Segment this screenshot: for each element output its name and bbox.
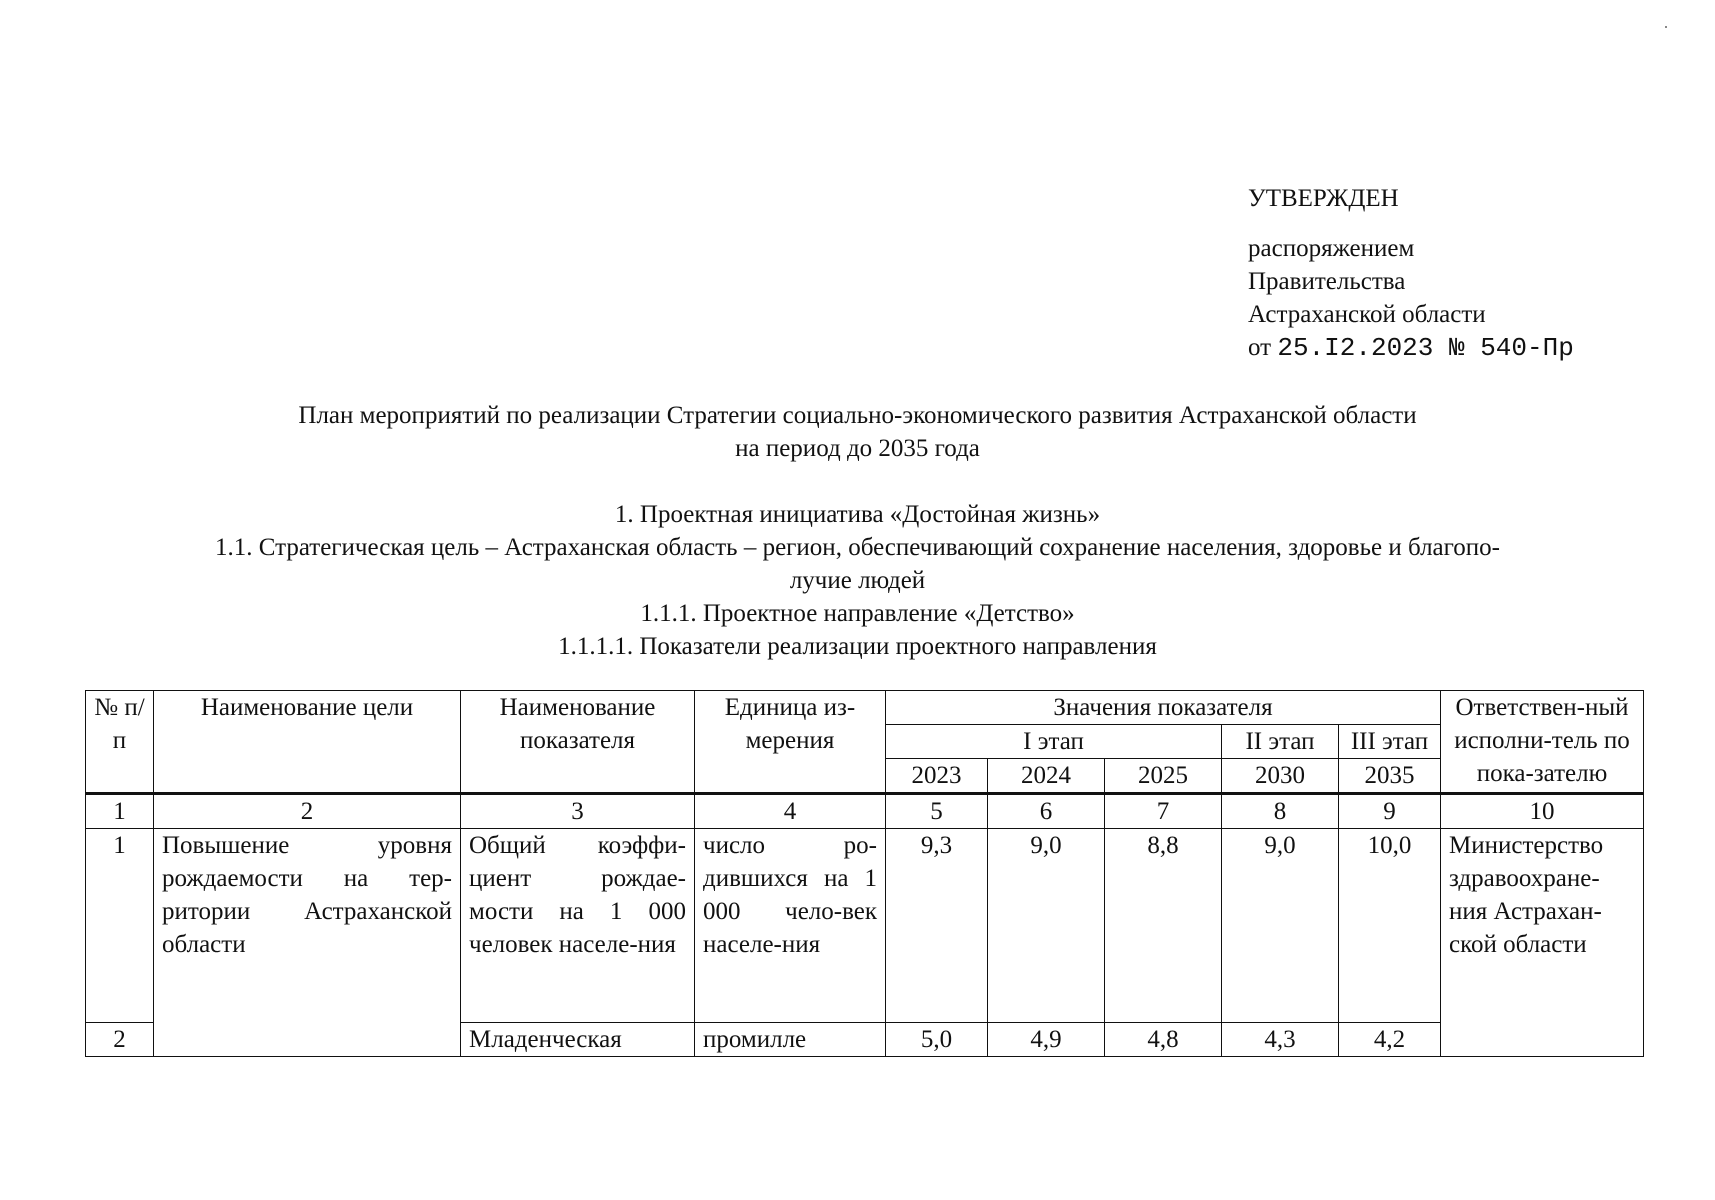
row-responsible: Министерство здравоохране-ния Астрахан-ской области	[1441, 829, 1644, 1057]
goal-heading-line-2: лучие людей	[789, 567, 926, 594]
scan-speck	[1665, 26, 1667, 28]
column-number: 8	[1222, 794, 1339, 829]
header-responsible: Ответствен-ный исполни-тель по пока-зателю	[1441, 691, 1644, 794]
row-num: 1	[86, 829, 154, 1023]
goal-heading-line-1: 1.1. Стратегическая цель – Астраханская область – регион, обеспечивающий сохранение населения, здоровье и благопо-	[215, 534, 1500, 561]
column-number: 6	[988, 794, 1105, 829]
approval-block	[1248, 182, 1574, 365]
header-year: 2030	[1222, 759, 1339, 794]
plan-title-line-1: План мероприятий по реализации Стратегии социально-экономического развития Астраханской области	[298, 402, 1417, 429]
plan-title-line-2: на период до 2035 года	[735, 435, 980, 462]
row-value: 4,2	[1339, 1023, 1441, 1057]
row-value: 10,0	[1339, 829, 1441, 1023]
header-year: 2035	[1339, 759, 1441, 794]
row-indicator: Младенческая	[461, 1023, 695, 1057]
section-headings	[90, 498, 1625, 663]
header-stage-2: II этап	[1222, 725, 1339, 759]
direction-heading: 1.1.1. Проектное направление «Детство»	[640, 600, 1075, 627]
row-value: 4,3	[1222, 1023, 1339, 1057]
row-value: 9,0	[1222, 829, 1339, 1023]
column-number: 4	[695, 794, 886, 829]
column-number: 2	[154, 794, 461, 829]
header-stage-1: I этап	[886, 725, 1222, 759]
header-goal: Наименование цели	[154, 691, 461, 794]
approval-date	[1248, 331, 1574, 365]
row-value: 9,0	[988, 829, 1105, 1023]
header-unit: Единица из-мерения	[695, 691, 886, 794]
column-number: 10	[1441, 794, 1644, 829]
column-number: 3	[461, 794, 695, 829]
row-unit: промилле	[695, 1023, 886, 1057]
header-values: Значения показателя	[886, 691, 1441, 725]
header-stage-3: III этап	[1339, 725, 1441, 759]
header-year: 2025	[1105, 759, 1222, 794]
header-year: 2024	[988, 759, 1105, 794]
initiative-heading: 1. Проектная инициатива «Достойная жизнь»	[614, 501, 1101, 528]
row-unit: число ро-дившихся на 1 000 чело-век населе-ния	[695, 829, 886, 1023]
row-value: 4,9	[988, 1023, 1105, 1057]
column-number: 5	[886, 794, 988, 829]
approval-date-number: 25.I2.2023 № 540-Пр	[1277, 333, 1574, 363]
table-row	[86, 829, 1644, 1023]
row-value: 8,8	[1105, 829, 1222, 1023]
plan-title	[90, 399, 1625, 465]
indicators-heading: 1.1.1.1. Показатели реализации проектного направления	[558, 633, 1157, 660]
column-number: 9	[1339, 794, 1441, 829]
indicators-table	[85, 690, 1644, 1057]
row-num: 2	[86, 1023, 154, 1057]
approval-line-1: распоряжением	[1248, 235, 1415, 262]
column-number: 1	[86, 794, 154, 829]
row-indicator: Общий коэффи-циент рождае-мости на 1 000 человек населе-ния	[461, 829, 695, 1023]
row-value: 5,0	[886, 1023, 988, 1057]
header-num: № п/п	[86, 691, 154, 794]
approval-heading: УТВЕРЖДЕН	[1248, 185, 1399, 212]
approval-line-3: Астраханской области	[1248, 301, 1486, 328]
column-number-row	[86, 794, 1644, 829]
header-year: 2023	[886, 759, 988, 794]
row-value: 9,3	[886, 829, 988, 1023]
column-number: 7	[1105, 794, 1222, 829]
row-goal: Повышение уровня рождаемости на тер-ритории Астраханской области	[154, 829, 461, 1057]
header-indicator: Наименование показателя	[461, 691, 695, 794]
row-value: 4,8	[1105, 1023, 1222, 1057]
approval-date-prefix: от	[1248, 334, 1272, 361]
approval-line-2: Правительства	[1248, 268, 1406, 295]
